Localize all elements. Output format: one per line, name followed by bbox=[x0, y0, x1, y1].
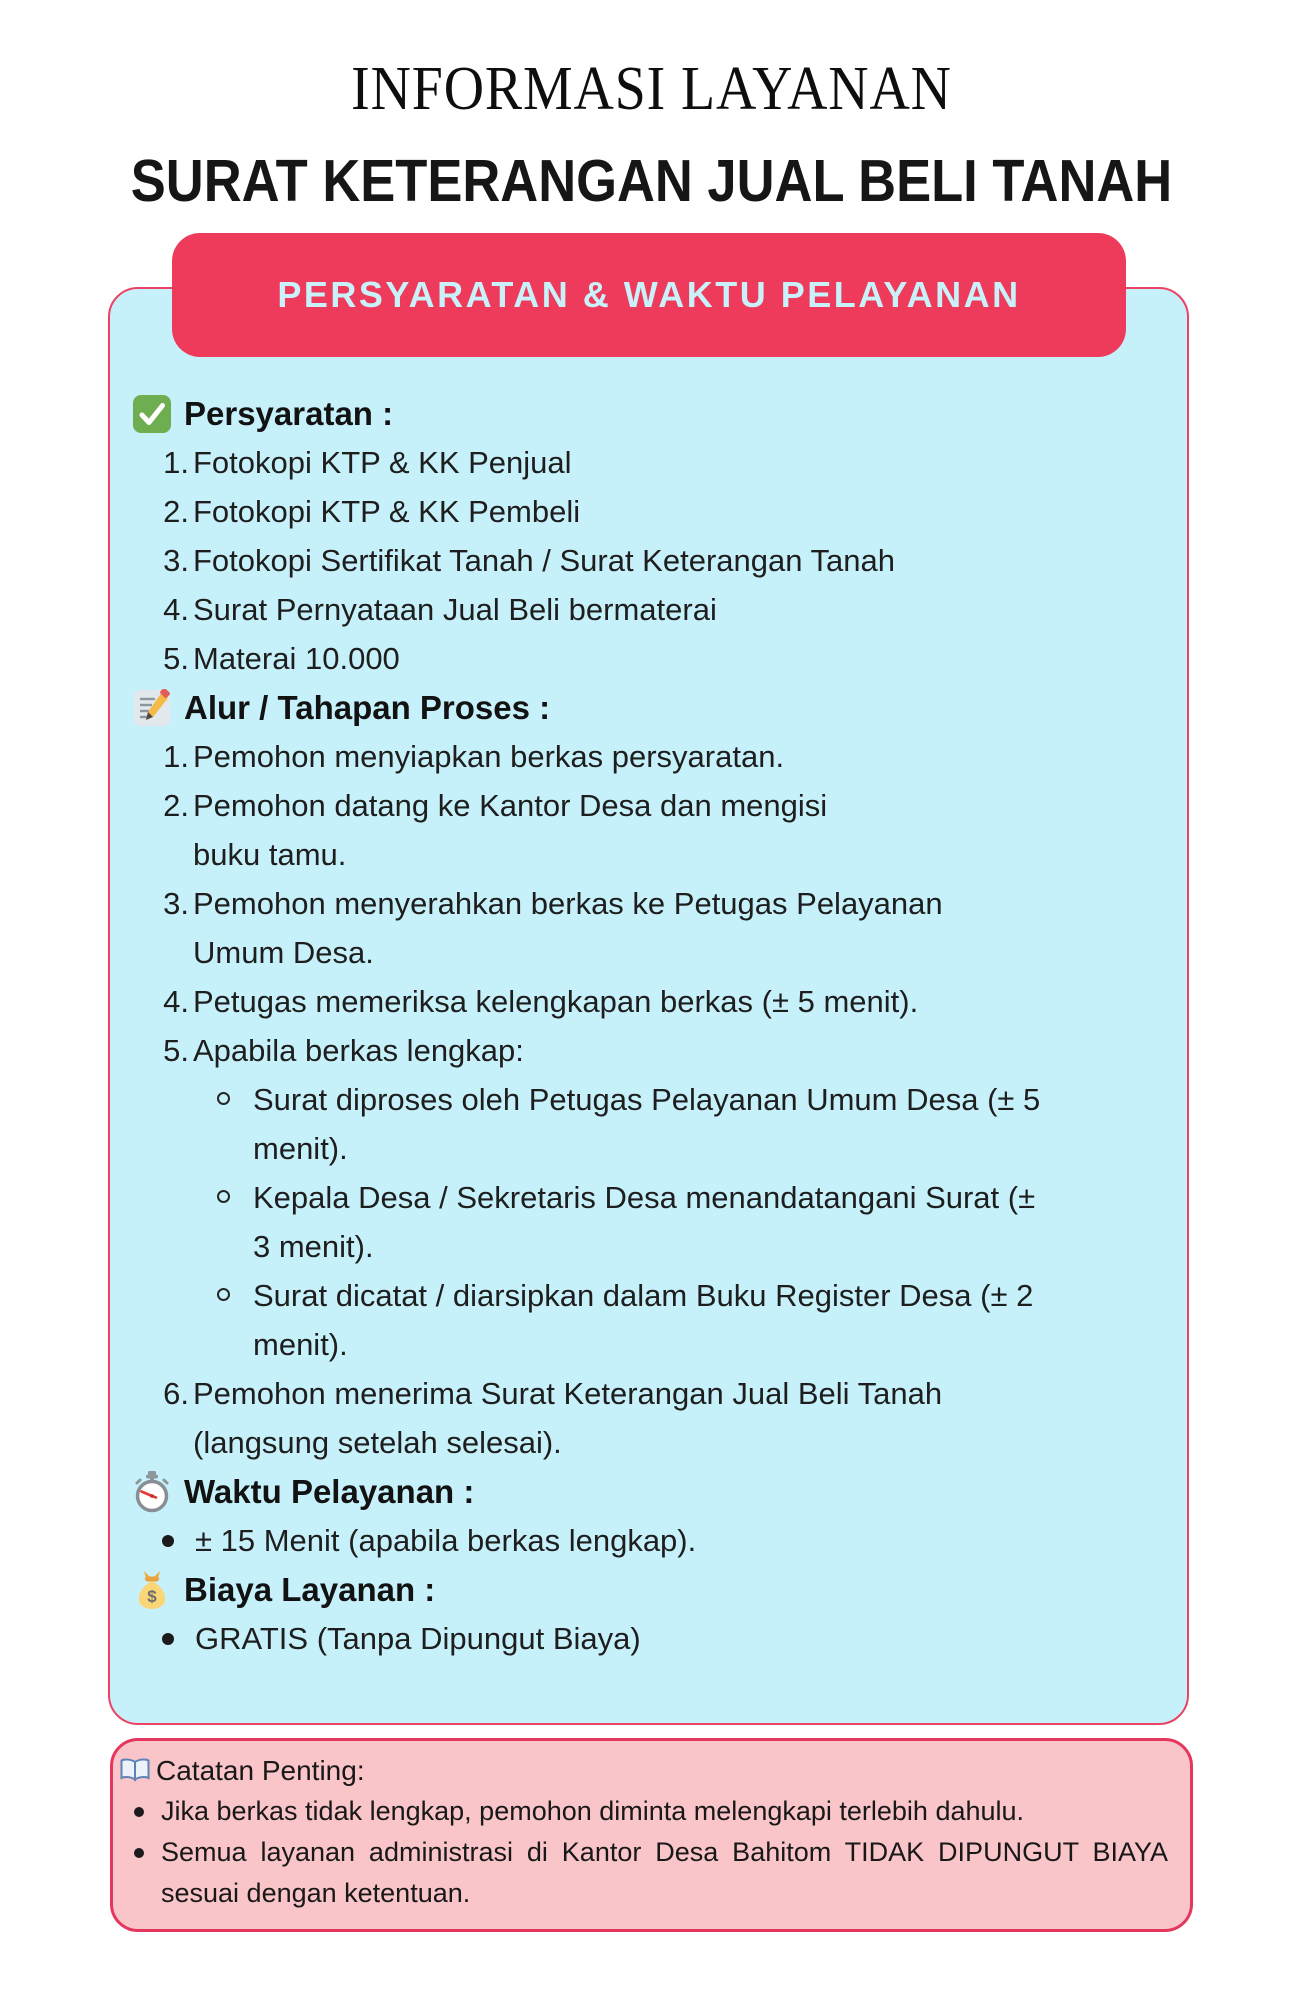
biaya-heading-label: Biaya Layanan : bbox=[184, 1571, 436, 1608]
list-item: Jika berkas tidak lengkap, pemohon diminta melengkapi terlebih dahulu. bbox=[113, 1791, 1168, 1832]
open-book-icon bbox=[120, 1758, 150, 1784]
waktu-list bbox=[110, 1516, 1147, 1565]
persyaratan-list bbox=[110, 438, 1147, 683]
notes-list bbox=[113, 1791, 1168, 1914]
list-item: Pemohon menyiapkan berkas persyaratan. bbox=[193, 739, 785, 774]
waktu-heading-label: Waktu Pelayanan : bbox=[184, 1473, 475, 1510]
list-item: Apabila berkas lengkap: Surat diproses oleh Petugas Pelayanan Umum Desa (± 5 menit). Kepala Desa / Sekretaris Desa menandatangani Surat (± 3 menit). Surat dicatat / diarsipkan dalam Buku Register Desa (± 2 menit). bbox=[110, 1026, 1147, 1369]
memo-icon bbox=[132, 686, 172, 730]
sub-list-item: Kepala Desa / Sekretaris Desa menandatangani Surat (± 3 menit). bbox=[193, 1173, 1147, 1271]
list-item: Pemohon menerima Surat Keterangan Jual Beli Tanah (langsung setelah selesai). bbox=[193, 1376, 943, 1460]
list-item: Fotokopi Sertifikat Tanah / Surat Keterangan Tanah bbox=[193, 543, 895, 578]
persyaratan-heading bbox=[110, 389, 1147, 438]
stopwatch-icon bbox=[132, 1470, 172, 1514]
sub-list-item: Surat diproses oleh Petugas Pelayanan Umum Desa (± 5 menit). bbox=[193, 1075, 1147, 1173]
notes-heading-label: Catatan Penting: bbox=[156, 1755, 365, 1786]
list-item: Petugas memeriksa kelengkapan berkas (± 5 menit). bbox=[193, 984, 919, 1019]
biaya-heading bbox=[110, 1565, 1147, 1614]
check-icon bbox=[132, 392, 172, 436]
info-card-content bbox=[110, 289, 1187, 1663]
money-bag-icon bbox=[132, 1568, 172, 1612]
biaya-list bbox=[110, 1614, 1147, 1663]
list-item: ± 15 Menit (apabila berkas lengkap). bbox=[110, 1516, 1147, 1565]
list-item: GRATIS (Tanpa Dipungut Biaya) bbox=[110, 1614, 1147, 1663]
section-banner bbox=[172, 233, 1126, 357]
page-subtitle: SURAT KETERANGAN JUAL BELI TANAH bbox=[130, 148, 1173, 214]
alur-heading-label: Alur / Tahapan Proses : bbox=[184, 689, 551, 726]
notes-card bbox=[110, 1738, 1193, 1932]
banner-label: PERSYARATAN & WAKTU PELAYANAN bbox=[277, 274, 1021, 315]
list-item: Pemohon menyerahkan berkas ke Petugas Pelayanan Umum Desa. bbox=[193, 886, 943, 970]
alur-sub-list bbox=[193, 1075, 1147, 1369]
waktu-heading bbox=[110, 1467, 1147, 1516]
notes-heading bbox=[113, 1750, 1168, 1791]
persyaratan-heading-label: Persyaratan : bbox=[184, 395, 394, 432]
list-item: Semua layanan administrasi di Kantor Desa Bahitom TIDAK DIPUNGUT BIAYA sesuai dengan ketentuan. bbox=[113, 1832, 1168, 1914]
list-item: Fotokopi KTP & KK Penjual bbox=[193, 445, 572, 480]
svg-text:$: $ bbox=[147, 1586, 157, 1606]
alur-heading bbox=[110, 683, 1147, 732]
page-title: INFORMASI LAYANAN bbox=[351, 55, 952, 123]
list-item: Pemohon datang ke Kantor Desa dan mengisi buku tamu. bbox=[193, 788, 828, 872]
alur-list bbox=[110, 732, 1147, 1467]
sub-list-item: Surat dicatat / diarsipkan dalam Buku Register Desa (± 2 menit). bbox=[193, 1271, 1147, 1369]
list-item: Surat Pernyataan Jual Beli bermaterai bbox=[193, 592, 717, 627]
list-item: Fotokopi KTP & KK Pembeli bbox=[193, 494, 581, 529]
list-item: Materai 10.000 bbox=[193, 641, 400, 676]
info-card bbox=[108, 287, 1189, 1725]
